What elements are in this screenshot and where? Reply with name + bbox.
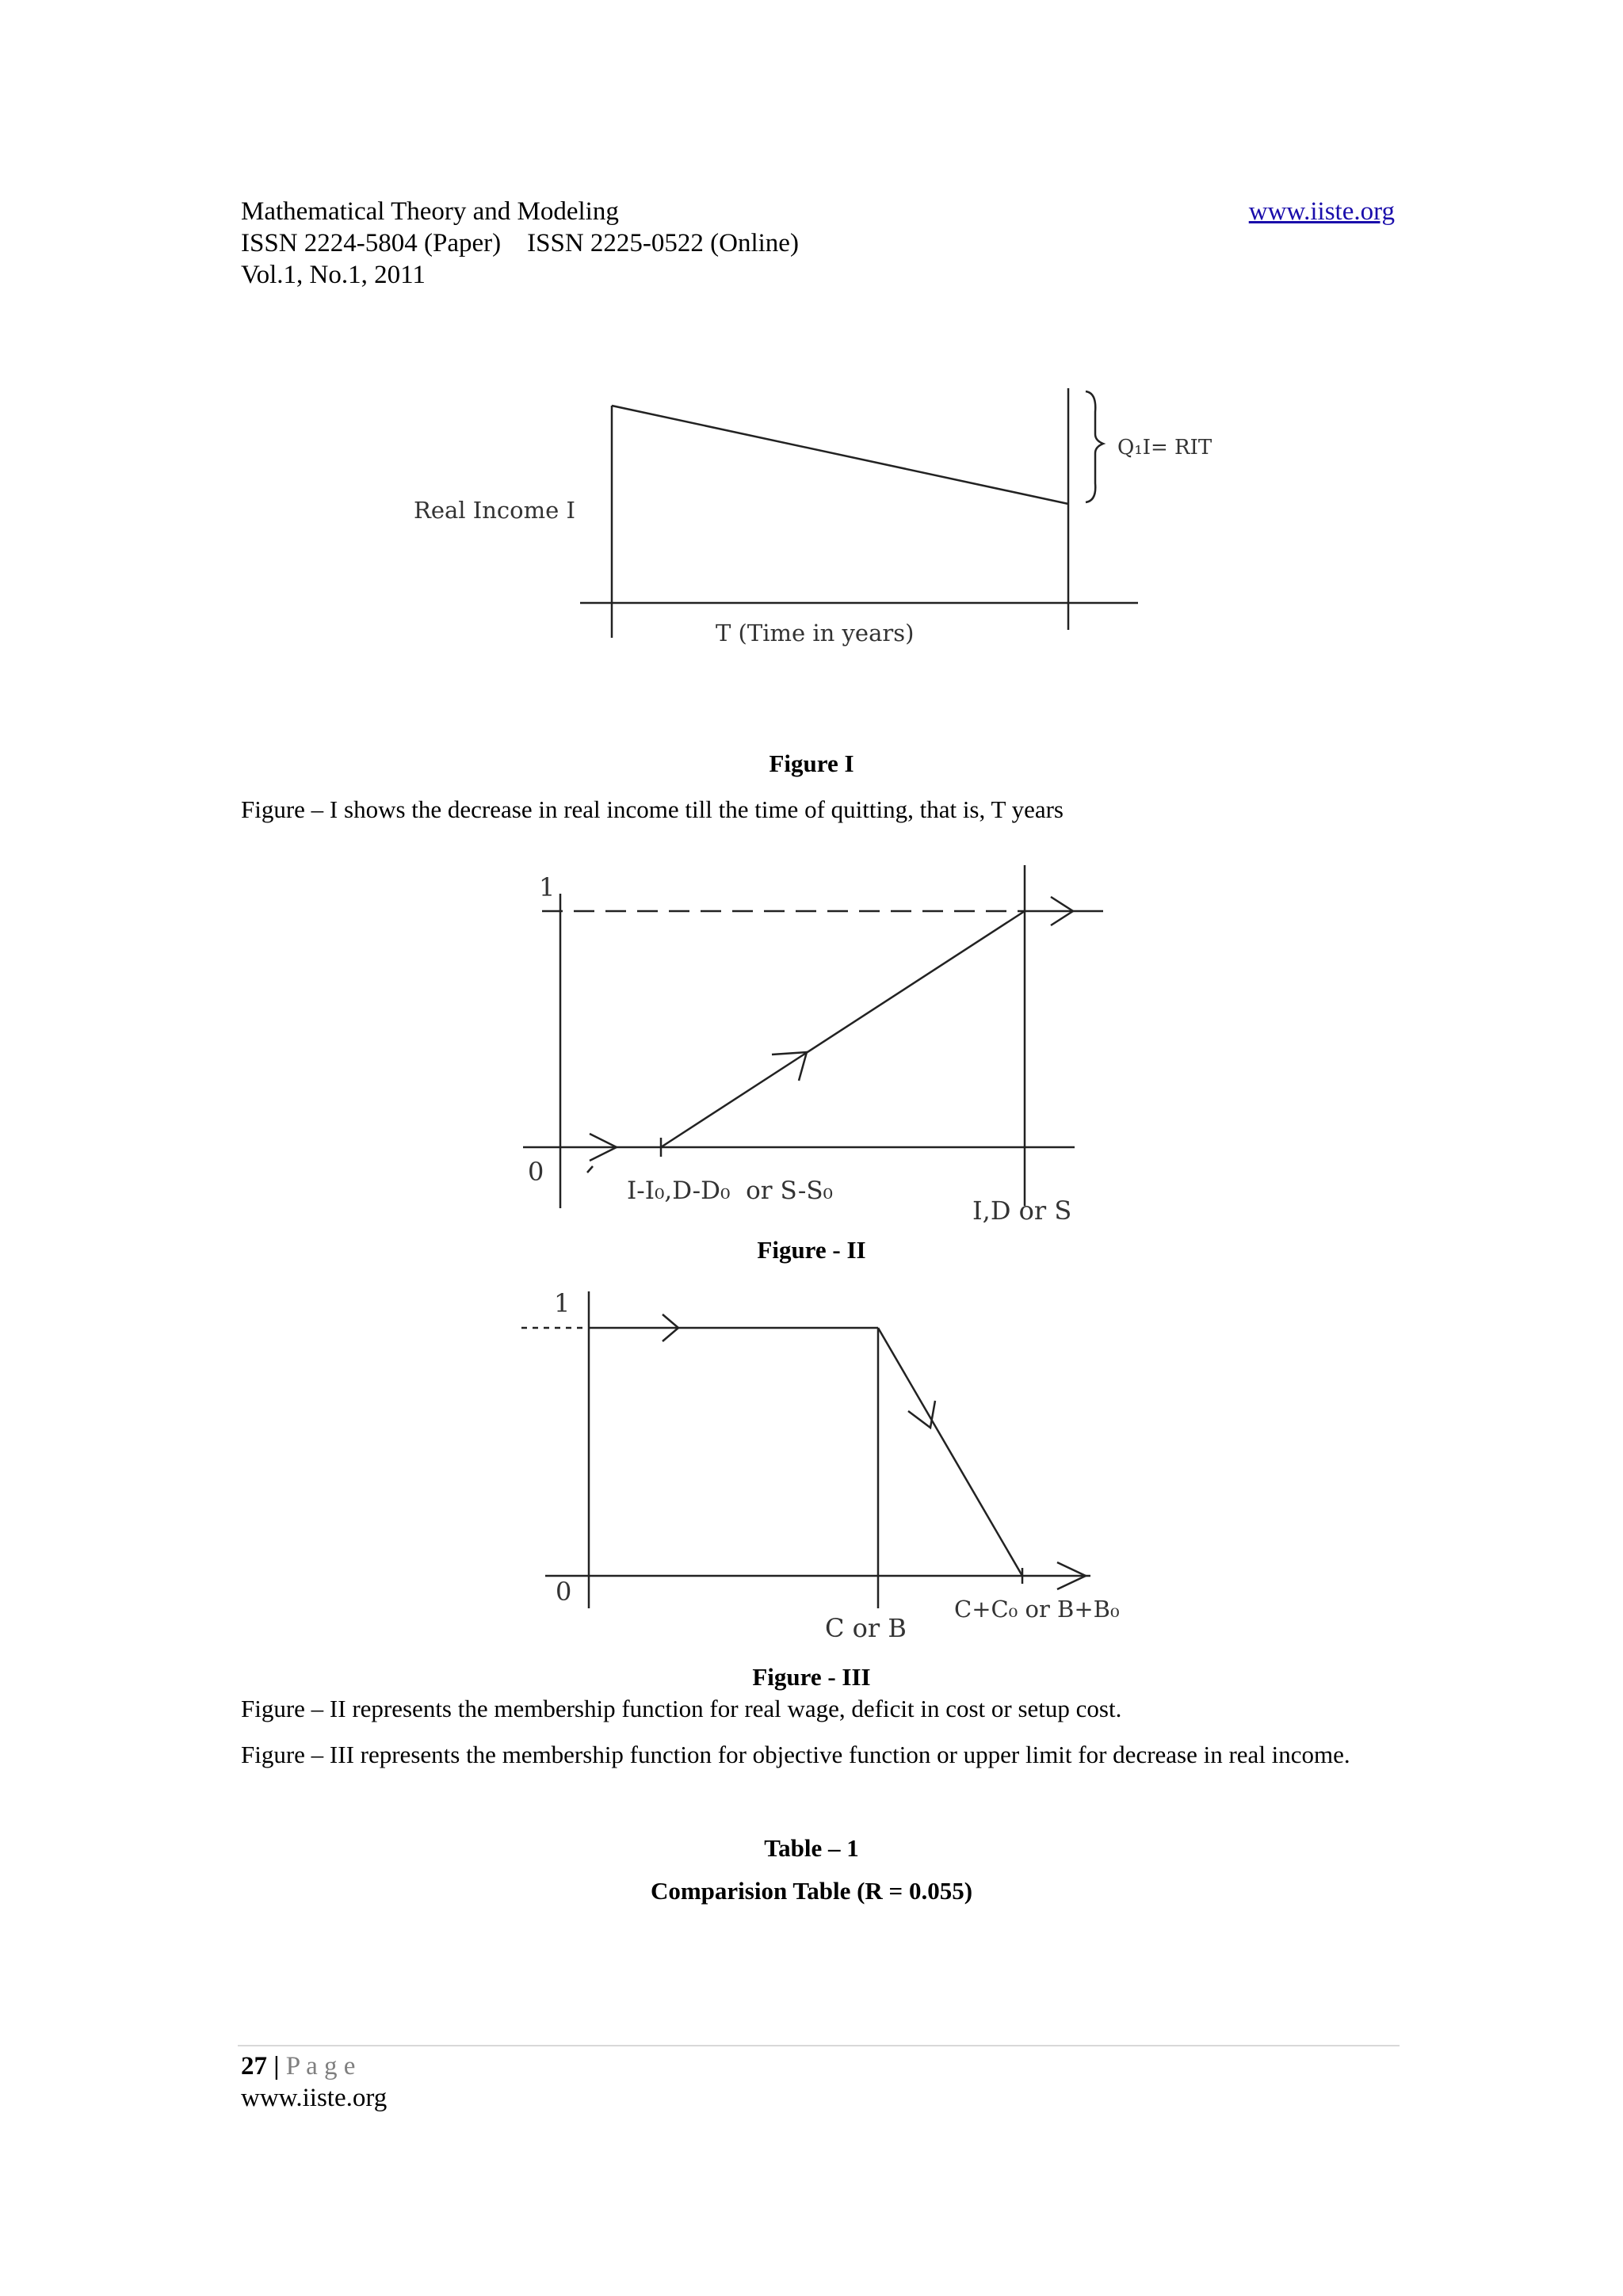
figure-1-diagram [0, 0, 1623, 713]
fig3-mid-arrow [908, 1401, 935, 1428]
journal-website-link[interactable]: www.iiste.org [1248, 197, 1395, 226]
figure-3-diagram [0, 1276, 1623, 1648]
figure-2-diagram [0, 856, 1623, 1236]
fig3-x-label-high: C+C₀ or B+B₀ [954, 1596, 1120, 1623]
fig1-xlabel: T (Time in years) [716, 620, 915, 646]
table-label: Table – 1 [764, 1834, 859, 1862]
page-number-line [241, 2050, 355, 2082]
footer-divider [238, 2045, 1400, 2046]
fig3-falling-line [878, 1328, 1022, 1576]
fig2-x-label-high: I,D or S [972, 1196, 1072, 1226]
fig2-small-mark [587, 1166, 593, 1173]
figure-3-description: Figure – III represents the membership function for objective function or upper limit for decrease in real income. [241, 1741, 1350, 1768]
fig2-y-one: 1 [539, 872, 556, 902]
volume-line: Vol.1, No.1, 2011 [241, 261, 426, 289]
fig2-x-label-low: I-I₀,D-D₀ or S-S₀ [627, 1177, 833, 1205]
figure-2-description: Figure – II represents the membership function for real wage, deficit in cost or setup cost. [241, 1695, 1122, 1722]
fig3-y-one: 1 [554, 1288, 571, 1318]
figure-1-description: Figure – I shows the decrease in real income till the time of quitting, that is, T years [241, 795, 1064, 823]
fig3-x-label-low: C or B [825, 1613, 907, 1643]
journal-title: Mathematical Theory and Modeling [241, 197, 619, 226]
figure-1-caption: Figure I [769, 749, 854, 777]
issn-line: ISSN 2224-5804 (Paper) ISSN 2225-0522 (Online) [241, 229, 799, 257]
fig1-brace [1086, 391, 1103, 502]
fig1-annotation: Q₁I= RIT [1117, 436, 1212, 460]
fig1-ylabel: Real Income I [414, 497, 575, 524]
page-word: P a g e [285, 2052, 356, 2081]
table-title: Comparision Table (R = 0.055) [650, 1877, 973, 1905]
page-separator: | [273, 2052, 280, 2081]
figure-2-caption: Figure - II [757, 1236, 866, 1264]
fig1-income-line [612, 406, 1068, 504]
fig2-rising-line [661, 911, 1025, 1147]
fig2-y-zero: 0 [528, 1157, 544, 1187]
footer-website: www.iiste.org [241, 2084, 388, 2112]
figure-3-caption: Figure - III [752, 1663, 871, 1691]
fig3-y-zero: 0 [556, 1577, 572, 1607]
page-number: 27 [241, 2052, 267, 2081]
